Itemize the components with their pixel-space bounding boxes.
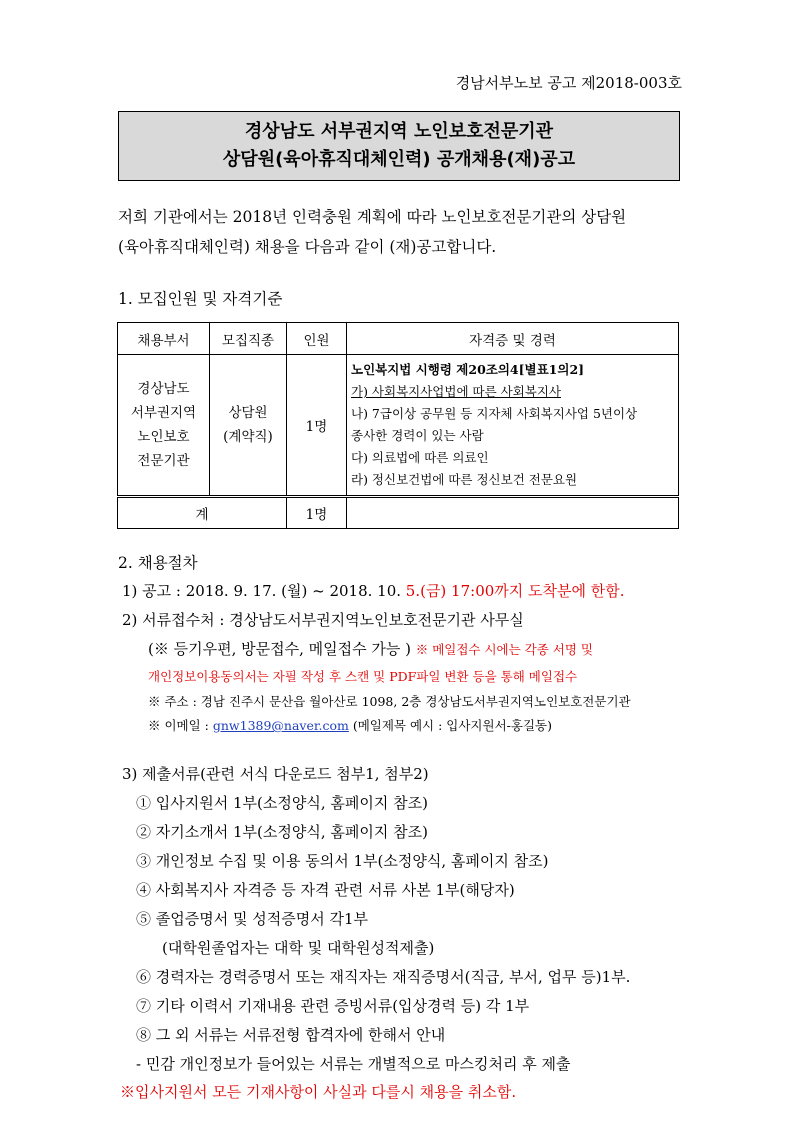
total-label: 계 [118, 497, 287, 529]
recruitment-table [117, 322, 679, 529]
title-line-1: 경상남도 서부권지역 노인보호전문기관 [244, 121, 554, 142]
item2-methods-line [148, 638, 593, 659]
item3-documents: 3) 제출서류(관련 서식 다운로드 첨부1, 첨부2) [122, 765, 429, 783]
list-item: ③ 개인정보 수집 및 이용 동의서 1부(소정양식, 홈페이지 참조) [136, 852, 549, 870]
header-qualification: 자격증 및 경력 [347, 323, 679, 355]
title-box [118, 111, 680, 181]
job-line: 상담원 [228, 405, 268, 421]
qualification-law: 노인복지법 시행령 제20조의4[별표1의2] [351, 362, 585, 377]
list-item: ② 자기소개서 1부(소정양식, 홈페이지 참조) [136, 823, 428, 841]
job-line: (계약직) [223, 429, 273, 445]
list-item: - 민감 개인정보가 들어있는 서류는 개별적으로 마스킹처리 후 제출 [136, 1055, 571, 1073]
job-cell [210, 355, 287, 497]
item2-location: 2) 서류접수처 : 경상남도서부권지역노인보호전문기관 사무실 [122, 611, 524, 629]
table-header-row [118, 323, 679, 355]
dept-line: 서부권지역 [130, 405, 197, 421]
warning-note: ※입사지원서 모든 기재사항이 사실과 다를시 채용을 취소함. [120, 1083, 517, 1101]
qualification-b1: 나) 7급이상 공무원 등 지자체 사회복지사업 5년이상 [351, 406, 638, 421]
header-count: 인원 [287, 323, 347, 355]
notice-number: 경남서부노보 공고 제2018-003호 [455, 74, 682, 92]
item2-mail-note-2: 개인정보이용동의서는 자필 작성 후 스캔 및 PDF파일 변환 등을 통해 메일접수 [148, 669, 578, 684]
qualification-a: 가) 사회복지사업법에 따른 사회복지사 [351, 384, 561, 399]
email-note: (메일제목 예시 : 입사지원서-홍길동) [348, 718, 552, 733]
item2-methods: (※ 등기우편, 방문접수, 메일접수 가능 ) [148, 640, 416, 658]
title-line-2: 상담원(육아휴직대체인력) 공개채용(재)공고 [222, 149, 576, 170]
item1-posting [122, 580, 625, 601]
total-count: 1명 [287, 497, 347, 529]
table-total-row [118, 497, 679, 529]
intro-paragraph: 저희 기관에서는 2018년 인력충원 계획에 따라 노인보호전문기관의 상담원(육아휴직대체인력) 채용을 다음과 같이 (재)공고합니다. [118, 208, 627, 256]
section1-heading: 1. 모집인원 및 자격기준 [118, 290, 283, 308]
qualification-d: 라) 정신보건법에 따른 정신보건 전문요원 [351, 472, 578, 487]
list-item: (대학원졸업자는 대학 및 대학원성적제출) [162, 939, 435, 957]
qualification-b2: 종사한 경력이 있는 사람 [351, 428, 484, 443]
count-cell: 1명 [287, 355, 347, 497]
dept-cell [118, 355, 210, 497]
list-item: ⑤ 졸업증명서 및 성적증명서 각1부 [136, 910, 368, 928]
dept-line: 노인보호 [137, 429, 190, 445]
table-row [118, 355, 679, 497]
header-dept: 채용부서 [118, 323, 210, 355]
section2-heading: 2. 채용절차 [118, 554, 198, 572]
address: ※ 주소 : 경남 진주시 문산읍 월아산로 1098, 2층 경상남도서부권지역노인보호전문기관 [148, 694, 631, 709]
qualification-c: 다) 의료법에 따른 의료인 [351, 450, 489, 465]
list-item: ⑥ 경력자는 경력증명서 또는 재직자는 재직증명서(직급, 부서, 업무 등)1부. [136, 968, 631, 986]
dept-line: 전문기관 [137, 453, 190, 469]
list-item: ① 입사지원서 1부(소정양식, 홈페이지 참조) [136, 794, 428, 812]
email-link[interactable]: gnw1389@naver.com [212, 718, 349, 733]
dept-line: 경상남도 [137, 381, 190, 397]
item1-deadline: 5.(금) 17:00까지 도착분에 한함. [405, 582, 625, 600]
email-line [148, 716, 552, 734]
list-item: ⑦ 기타 이력서 기재내용 관련 증빙서류(입상경력 등) 각 1부 [136, 997, 530, 1015]
item2-mail-note: ※ 메일접수 시에는 각종 서명 및 [415, 642, 593, 657]
list-item: ⑧ 그 외 서류는 서류전형 합격자에 한해서 안내 [136, 1026, 446, 1044]
item1-dates: 1) 공고 : 2018. 9. 17. (월) ~ 2018. 10. [122, 582, 406, 600]
qualification-cell [347, 355, 679, 497]
header-job: 모집직종 [210, 323, 287, 355]
total-empty [347, 497, 679, 529]
list-item: ④ 사회복지사 자격증 등 자격 관련 서류 사본 1부(해당자) [136, 881, 515, 899]
email-label: ※ 이메일 : [148, 718, 213, 733]
